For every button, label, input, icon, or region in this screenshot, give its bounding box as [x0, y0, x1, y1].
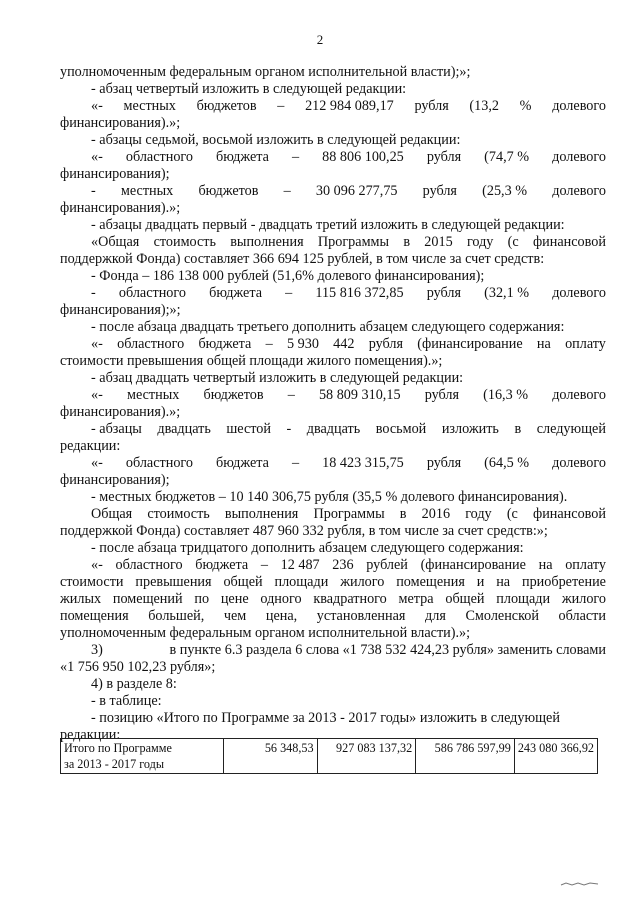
text-line: поддержкой Фонда) составляет 366 694 125 рублей, в том числе за счет средств: — [60, 251, 545, 267]
text-line: стоимости превышения общей площади жилого помещения и на приобретение — [60, 574, 606, 590]
scribble-mark — [560, 881, 600, 887]
text-line: «- областного бюджета – 18 423 315,75 рубля (64,5 % долевого — [91, 455, 606, 471]
text-line: 3) в пункте 6.3 раздела 6 слова «1 738 532 424,23 рубля» заменить словами — [91, 642, 606, 658]
text-line: «- местных бюджетов – 212 984 089,17 рубля (13,2 % долевого — [91, 98, 606, 114]
text-line: стоимости превышения общей площади жилого помещения).»; — [60, 353, 443, 369]
text-line: помещения большей, чем цена, установленная для Смоленской области — [60, 608, 606, 624]
text-line: редакции: — [60, 438, 121, 454]
text-line: - местных бюджетов – 10 140 306,75 рубля (35,5 % долевого финансирования). — [91, 489, 568, 505]
text-line: поддержкой Фонда) составляет 487 960 332 рубля, в том числе за счет средств:»; — [60, 523, 548, 539]
text-line: финансирования); — [60, 166, 170, 182]
text-line: «- областного бюджета – 5 930 442 рубля (финансирование на оплату — [91, 336, 606, 352]
text-line: «1 756 950 102,23 рубля»; — [60, 659, 216, 675]
text-line: редакции: — [60, 727, 121, 743]
text-line: Общая стоимость выполнения Программы в 2016 году (с финансовой — [91, 506, 606, 522]
text-line: - абзац двадцать четвертый изложить в следующей редакции: — [91, 370, 464, 386]
text-line: «- местных бюджетов – 58 809 310,15 рубля (16,3 % долевого — [91, 387, 606, 403]
text-line: - позицию «Итого по Программе за 2013 - 2017 годы» изложить в следующей — [91, 710, 560, 726]
value-cell: 243 080 366,92 — [514, 739, 597, 774]
page-number: 2 — [316, 32, 324, 47]
row-label-line: Итого по Программе — [64, 741, 172, 755]
row-label-line: за 2013 - 2017 годы — [64, 757, 165, 771]
text-line: финансирования);»; — [60, 302, 181, 318]
text-line: - областного бюджета – 115 816 372,85 рубля (32,1 % долевого — [91, 285, 606, 301]
text-line: - местных бюджетов – 30 096 277,75 рубля (25,3 % долевого — [91, 183, 606, 199]
text-line: уполномоченным федеральным органом исполнительной власти);»; — [60, 64, 471, 80]
text-line: - абзацы седьмой, восьмой изложить в следующей редакции: — [91, 132, 461, 148]
text-line: жилых помещений по цене одного квадратного метра общей площади жилого — [60, 591, 606, 607]
text-line: «- областного бюджета – 88 806 100,25 рубля (74,7 % долевого — [91, 149, 606, 165]
row-label-cell — [61, 739, 224, 774]
text-line: - абзацы двадцать шестой - двадцать восьмой изложить в следующей — [91, 421, 606, 437]
text-line: финансирования).»; — [60, 115, 181, 131]
text-line: - после абзаца двадцать третьего дополнить абзацем следующего содержания: — [91, 319, 565, 335]
text-line: - после абзаца тридцатого дополнить абзацем следующего содержания: — [91, 540, 524, 556]
text-line: 4) в разделе 8: — [91, 676, 177, 692]
value-cell: 927 083 137,32 — [317, 739, 416, 774]
text-line: «- областного бюджета – 12 487 236 рублей (финансирование на оплату — [91, 557, 606, 573]
text-line: - Фонда – 186 138 000 рублей (51,6% долевого финансирования); — [91, 268, 485, 284]
program-total-table — [60, 738, 598, 774]
text-line: финансирования).»; — [60, 404, 181, 420]
text-line: «Общая стоимость выполнения Программы в 2015 году (с финансовой — [91, 234, 606, 250]
text-line: - абзацы двадцать первый - двадцать третий изложить в следующей редакции: — [91, 217, 565, 233]
text-line: финансирования); — [60, 472, 170, 488]
value-cell: 586 786 597,99 — [416, 739, 515, 774]
text-line: - абзац четвертый изложить в следующей редакции: — [91, 81, 407, 97]
table-row — [61, 739, 598, 774]
text-line: финансирования).»; — [60, 200, 181, 216]
text-line: - в таблице: — [91, 693, 162, 709]
value-cell: 56 348,53 — [223, 739, 317, 774]
text-line: уполномоченным федеральным органом исполнительной власти).»; — [60, 625, 471, 641]
